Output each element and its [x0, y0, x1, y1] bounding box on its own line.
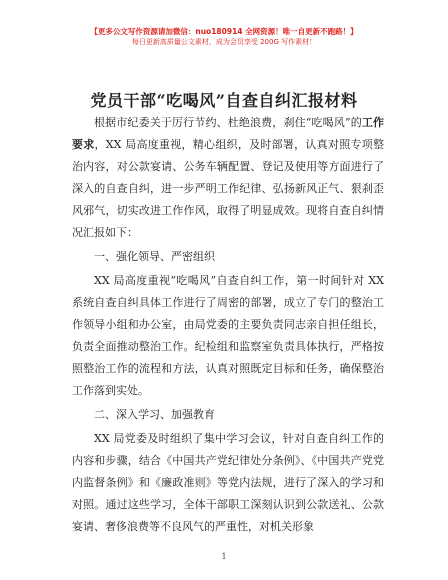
section-heading-1: 一、强化领导、严密组织: [94, 250, 215, 263]
intro-text-start: 根据市纪委关于厉行节约、杜绝浪费，刹住“吃喝风”的: [94, 116, 362, 129]
paragraph-intro: [72, 112, 384, 244]
section-heading-2: 二、深入学习、加强教育: [94, 408, 215, 421]
intro-text-end: ，XX 局高度重视，精心组织，及时部署，认真对照专项整治内容，对公款宴请、公务车辆配置、登记及使用等方面进行了深入的自查自纠，进一步严明工作纪律、弘扬新风正气、狠刹歪风邪气，切实改进工作作风，取得了明显成效。现将自查自纠情况汇报如下：: [72, 138, 384, 239]
paragraph-section-1: XX 局高度重视“吃喝风”自查自纠工作，第一时间针对 XX 系统自查自纠具体工作进行了周密的部署，成立了专门的整治工作领导小组和办公室，由局党委的主要负责同志亲自担任组长，负责全面推动整治工作。纪检组和监察室负责具体执行，严格按照整治工作的流程和方法，认真对照既定目标和任务，确保整治工作落到实处。: [72, 274, 384, 397]
banner-line-2: 每日更新高质量公文素材，成为会员享受 200G 写作素材！: [131, 38, 317, 46]
document-body: [72, 112, 384, 538]
intro-bold-phrase: 工作要求: [72, 116, 385, 151]
page-number: 1: [221, 552, 227, 561]
document-title: 党员干部“吃喝风”自查自纠汇报材料: [90, 91, 358, 110]
paragraph-section-2: XX 局党委及时组织了集中学习会议，针对自查自纠工作的内容和步骤，结合《中国共产党纪律处分条例》、《中国共产党党内监督条例》和《廉政准则》等党内法规，进行了深入的学习和对照。通过这些学习，全体干部职工深刻认识到公款送礼、公款宴请、奢侈浪费等不良风气的严重性，对机关形象: [72, 432, 384, 533]
banner-line-1: 【更多公文写作资源请加微信：nuo180914 全网资源！唯一自更新不跑路！】: [90, 27, 358, 36]
header-banner: [0, 26, 448, 48]
